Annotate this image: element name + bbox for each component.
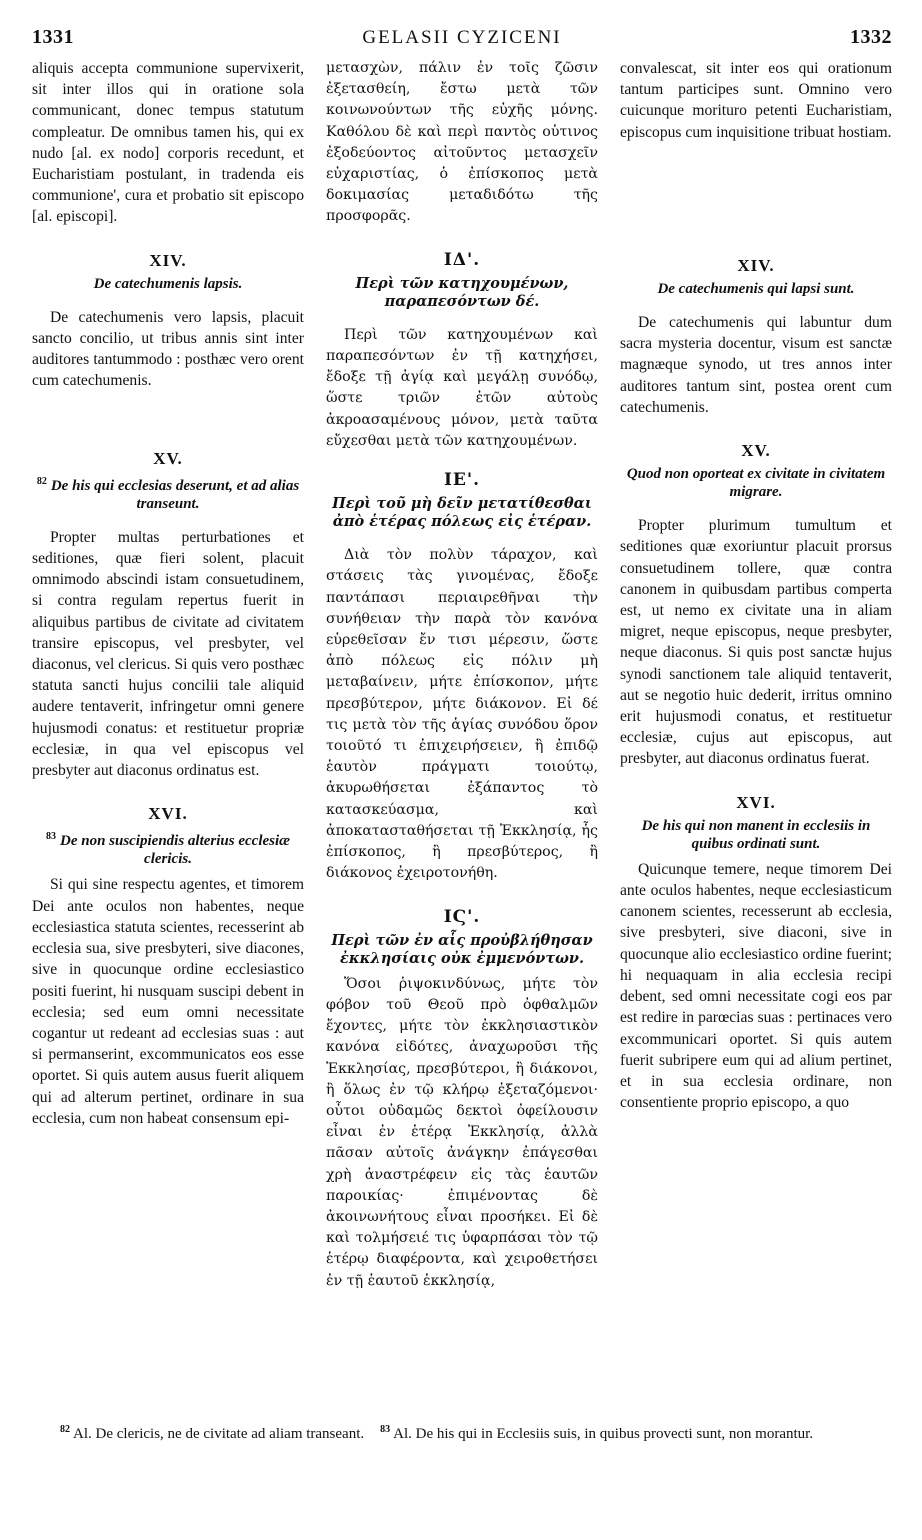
- latin-left-section-15-number: XV.: [153, 448, 183, 468]
- left-page-number: 1331: [32, 26, 74, 48]
- latin-column-left: [32, 58, 304, 1292]
- latin-left-section-15-text: Propter multas perturbationes et seditiones, quæ fieri solent, placuit omnimodo abscindi istam consuetudinem, si contra regulam repertus fuerit in aliquibus partibus de civitate ad civitatem transire episcopus, vel presbyter, vel diaconus, vel clericus. Si quis vero posthæc statuta sancti hujus concilii tale aliquid audere tentaverit, infringetur omni genere hujusmodi conatus: et restituetur propriæ ecclesiæ, in qua vel episcopus vel presbyter aut diaconus ordinatus est.: [32, 528, 304, 780]
- greek-column-middle: [326, 58, 598, 1292]
- latin-right-section-15-title: Quod non oporteat ex civitate in civitatem migrare.: [626, 466, 886, 501]
- latin-left-section-16-number: XVI.: [148, 804, 188, 824]
- greek-section-15-text: Διὰ τὸν πολὺν τάραχον, καὶ στάσεις τὰς γινομένας, ἔδοξε παντάπασι περιαιρεθῆναι τὴν συνήθειαν τὴν παρὰ τὸν κανόνα εὑρεθεῖσαν ἔν τισι μέρεσιν, ὥστε ἀπὸ πόλεως εἰς πόλιν μὴ μεταβαίνειν, μήτε ἐπίσκοπον, μήτε πρεσβύτερον, μήτε διάκονον. Εἰ δέ τις μετὰ τὸν τῆς ἁγίας συνόδου ὅρον τοιοῦτό τι ἐπιχειρήσειεν, ἢ ἐπιδῷ ἑαυτὸν πράγματι τοιούτῳ, ἀκυρωθήσεται ἐξάπαντος τὸ κατασκεύασμα, καὶ ἀποκατασταθήσεται τῇ Ἐκκλησίᾳ, ἧς ἐπίσκοπος, ἢ πρεσβύτερος, ἢ διάκονος ἐχειροτονήθη.: [326, 547, 598, 882]
- latin-right-section-15-text: Propter plurimum tumultum et seditiones quæ exoriuntur placuit prorsus consuetudinem tollere, quæ contra canonem in quibusdam partibus comperta est, ut nemo ex civitate una in aliam migret, neque episcopus, neque presbyter, neque diaconus. Si quis post sanctæ hujus synodi sanctionem tale aliquid tentaverit, aut se negotio huic dederit, irritus omnino erit hujusmodi conatus, et restituetur ecclesiæ, cujus aut episcopus, aut presbyter, aut diaconus ordinatus fuerat.: [620, 517, 892, 768]
- greek-section-15-title: Περὶ τοῦ μὴ δεῖν μετατίθεσθαι ἀπὸ ἑτέρας πόλεως εἰς ἑτέραν.: [332, 495, 592, 531]
- latin-left-section-15-title: [32, 473, 304, 513]
- latin-right-section-16-text: Quicunque temere, neque timorem Dei ante oculos habentes, neque ecclesiasticum canonem scientes, recesserunt ab ecclesia, sive presbyteri, sive diaconi, sive in quocunque alio ecclesiastico ordine fuerint; hi nequaquam in alia ecclesia recipi debent, sed omni necessitate cogi eos par est redire in parœcias suas : pertinaces vero excommunicari oportet. Si quis autem fuerit subripere eum qui ad alium pertinet, et in sua ecclesia ordinare, non consentiente proprio episcopo, a quo: [620, 860, 892, 1112]
- greek-section-16-text: Ὅσοι ῥιψοκινδύνως, μήτε τὸν φόβον τοῦ Θεοῦ πρὸ ὀφθαλμῶν ἔχοντες, μήτε τὸν ἐκκλησιαστικὸν κανόνα εἰδότες, ἀναχωροῦσι τῆς Ἐκκλησίας, πρεσβύτεροι, ἢ διάκονοι, ἢ ὅλως ἐν τῷ κλήρῳ ἐξεταζόμενοι· οὗτοι οὐδαμῶς δεκτοὶ ὀφείλουσιν εἶναι ἐν ἑτέρᾳ Ἐκκλησίᾳ, ἀλλὰ πᾶσαν αὐτοῖς ἀνάγκην ἐπάγεσθαι χρὴ ἀναστρέφειν εἰς τὰς ἑαυτῶν παροικίας· ἐπιμένοντας δὲ ἀκοινωνήτους εἶναι προσήκει. Εἰ δὲ καὶ τολμήσειέ τις ὑφαρπάσαι τὸν τῷ ἑτέρῳ διαφέροντα, καὶ χειροθετήσει ἐν τῇ ἑαυτοῦ ἐκκλησίᾳ,: [326, 975, 598, 1289]
- footnote-83-mark: 83: [380, 1424, 391, 1435]
- footnotes: [32, 1420, 892, 1444]
- latin-right-intro: convalescat, sit inter eos qui orationum tantum participes sunt. Omnino vero cuicunque morituro petenti Eucharistiam, episcopus cum inquisitione tribuat hostiam.: [620, 60, 892, 141]
- footnote-ref-83: 83: [45, 831, 56, 843]
- latin-right-section-14-text: De catechumenis qui labuntur dum sacra mysteria docentur, visum est sanctæ magnæque synodo, ut tres annos inter auditores tantum sint, postea orent cum catechumenis.: [620, 314, 892, 416]
- greek-section-15-number: ΙΕ'.: [443, 470, 481, 491]
- right-page-number: 1332: [850, 26, 892, 48]
- latin-column-right: [620, 58, 892, 1292]
- latin-right-section-14-title: De catechumenis qui lapsi sunt.: [657, 281, 855, 298]
- latin-right-section-15-number: XV.: [741, 441, 771, 461]
- latin-right-section-14-number: XIV.: [737, 255, 775, 275]
- latin-left-section-15-title-text: De his qui ecclesias deserunt, et ad alias transeunt.: [50, 477, 300, 512]
- latin-left-section-14-number: XIV.: [149, 250, 187, 270]
- greek-section-16-number: ΙϚ'.: [443, 906, 481, 927]
- greek-section-14-number: ΙΔ'.: [443, 249, 481, 270]
- latin-right-section-16-number: XVI.: [736, 792, 776, 812]
- footnote-83-text: Al. De his qui in Ecclesiis suis, in quibus provecti sunt, non morantur.: [393, 1426, 814, 1442]
- text-columns: [32, 58, 892, 1292]
- page-header: [32, 26, 892, 56]
- footnote-82-mark: 82: [60, 1424, 70, 1435]
- latin-left-section-16-text: Si qui sine respectu agentes, et timorem Dei ante oculos non habentes, neque ecclesiastica statuta scientes, recesserint ab ecclesia sua, sive presbyteri, sive diacones, sive in quocunque ordine ecclesiastico positi fuerint, hi nusquam suscipi debent in ecclesia; sed eum omni necessitate cogantur ut redeant ad ecclesias suas : aut si permanserint, excommunicatos eos esse oportet. Si quis autem ausus fuerit aliquem qui ad alterum pertinet, ordinare in sua ecclesia, cum non habeat consensum epi-: [32, 876, 304, 1127]
- greek-intro: μετασχὼν, πάλιν ἐν τοῖς ζῶσιν ἐξετασθείη, ἔστω μετὰ τῶν κοινωνούντων τῆς εὐχῆς μόνης. Καθόλου δὲ καὶ περὶ παντὸς οὑτινος ἐξοδεύοντος αἰτοῦντος μετασχεῖν εὐχαριστίας, ὁ ἐπίσκοπος μετὰ δοκιμασίας μεταδιδότω τῆς προσφορᾶς.: [326, 60, 598, 225]
- latin-right-section-16-title: De his qui non manent in ecclesiis in quibus ordinati sunt.: [641, 817, 871, 852]
- greek-section-14-text: Περὶ τῶν κατηχουμένων καὶ παραπεσόντων ἐν τῇ κατηχήσει, ἔδοξε τῇ ἁγίᾳ καὶ μεγάλῃ συνόδῳ, ὥστε τριῶν ἐτῶν αὐτοὺς ἀκροασαμένους μόνον, μετὰ ταῦτα εὔχεσθαι μετὰ τῶν κατηχουμένων.: [326, 326, 598, 449]
- latin-left-intro: aliquis accepta communione supervixerit, sit inter illos qui in oratione sola communicant, donec tempus statutum compleatur. De omnibus tamen his, qui ex nudo [al. ex nodo] corporis recedunt, et Eucharistiam postulant, in tradenda eis communione', cura et probatio sit episcopo [al. episcopi].: [32, 60, 304, 226]
- latin-left-section-14-text: De catechumenis vero lapsis, placuit sancto concilio, ut tribus annis sint inter auditores tantummodo : posthæc vero orent cum catechumenis.: [32, 308, 304, 390]
- latin-left-section-16-title-text: De non suscipiendis alterius ecclesiæ clericis.: [59, 833, 290, 868]
- greek-section-14-title: Περὶ τῶν κατηχουμένων, παραπεσόντων δέ.: [355, 274, 569, 310]
- running-head: GELASII CYZICENI: [362, 27, 562, 48]
- greek-section-16-title: Περὶ τῶν ἐν αἷς προὐβλήθησαν ἐκκλησίαις οὐκ ἐμμενόντων.: [331, 931, 593, 967]
- footnote-ref-82: 82: [36, 475, 47, 487]
- latin-left-section-14-title: De catechumenis lapsis.: [93, 275, 243, 292]
- latin-left-section-16-title: [32, 828, 304, 868]
- footnote-82-text: Al. De clericis, ne de civitate ad aliam transeant.: [73, 1426, 365, 1442]
